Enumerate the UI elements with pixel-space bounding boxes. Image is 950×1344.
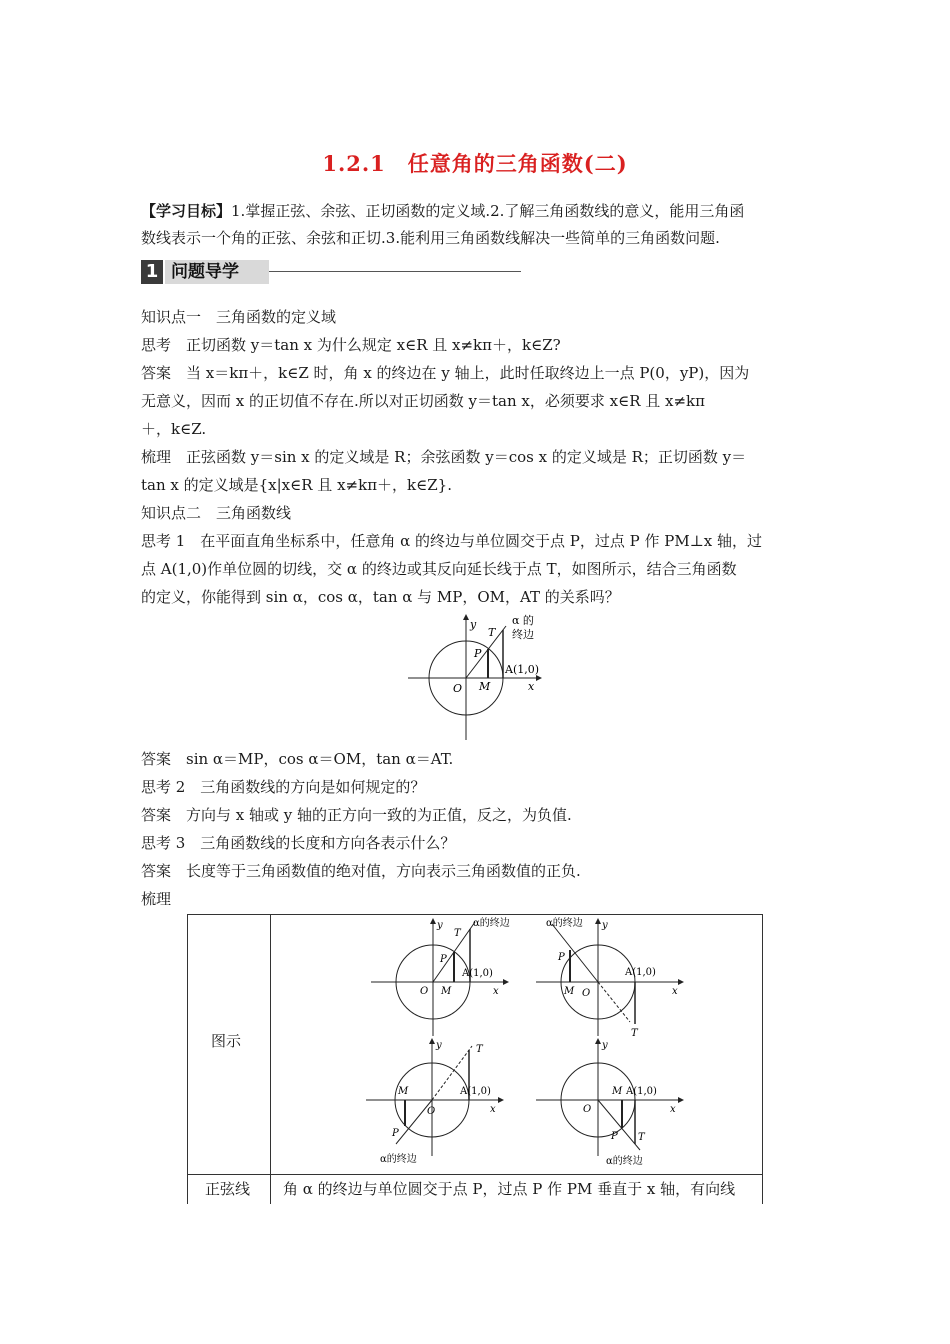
origin-label: O [582, 988, 591, 999]
objectives-line-2: 数线表示一个角的正弦、余弦和正切.3.能利用三角函数线解决一些简单的三角函数问题. [141, 229, 720, 247]
learning-objectives [141, 198, 811, 252]
y-label: y [602, 920, 608, 931]
table-border-mid [187, 1174, 763, 1175]
objectives-line-1: 1.掌握正弦、余弦、正切函数的定义域.2.了解三角函数线的意义，能用三角函 [231, 202, 745, 220]
m-label: M [441, 986, 452, 997]
x-label: x [490, 1104, 496, 1115]
y-label: y [437, 920, 443, 931]
answer2: 答案 方向与 x 轴或 y 轴的正方向一致的为正值，反之，为负值. [141, 806, 572, 824]
t-label: T [638, 1132, 645, 1143]
think2: 思考 2 三角函数线的方向是如何规定的？ [141, 778, 426, 796]
diagram-quadrant-4 [532, 1038, 692, 1168]
answer-relations: 答案 sin α＝MP，cos α＝OM，tan α＝AT. [141, 750, 454, 768]
section-header [141, 260, 521, 284]
origin-label: O [420, 986, 429, 997]
unit-circle-figure [400, 612, 550, 744]
t-label: T [454, 928, 461, 939]
p-label: P [440, 954, 447, 965]
answer-line-3: ＋，k∈Z. [141, 420, 207, 438]
think1-line-2: 点 A(1,0)作单位圆的切线，交 α 的终边或其反向延长线于点 T，如图所示，结合三角函数 [141, 560, 737, 578]
answer-line-2: 无意义，因而 x 的正切值不存在.所以对正切函数 y＝tan x，必须要求 x∈R 且 x≠kπ [141, 392, 706, 410]
alpha-label: α的终边 [380, 1154, 417, 1165]
x-label: x [670, 1104, 676, 1115]
a-label: A(1,0) [625, 967, 656, 978]
alpha-label: α的终边 [546, 918, 583, 929]
diagram-quadrant-1 [367, 914, 517, 1039]
a-label: A(1,0) [505, 663, 540, 676]
summary-table [187, 914, 763, 1204]
p-label: P [392, 1128, 399, 1139]
alpha-label: α的终边 [473, 918, 510, 929]
m-label: M [479, 680, 491, 693]
m-label: M [564, 986, 575, 997]
x-axis-arrow [678, 979, 684, 985]
m-label: M [398, 1086, 409, 1097]
objectives-label: 【学习目标】 [141, 202, 232, 220]
table-border-left [187, 914, 188, 1204]
answer-line-1: 答案 当 x＝kπ＋，k∈Z 时，角 x 的终边在 y 轴上，此时任取终边上一点 P(0，yP)，因为 [141, 364, 750, 382]
t-label: T [488, 626, 496, 639]
alpha-label: α的终边 [606, 1156, 643, 1167]
y-axis-arrow [595, 1038, 601, 1044]
y-axis-arrow [429, 1038, 435, 1044]
terminal-side-extension [598, 982, 630, 1022]
table-row-label-diagram: 图示 [211, 1032, 242, 1050]
page-title: 1.2.1 任意角的三角函数(二) [322, 151, 628, 176]
x-axis-arrow [678, 1097, 684, 1103]
diagram-quadrant-3 [362, 1038, 522, 1168]
terminal-side [598, 1100, 640, 1150]
a-label: A(1,0) [626, 1086, 657, 1097]
x-label: x [672, 986, 678, 997]
summary-line-1: 梳理 正弦函数 y＝sin x 的定义域是 R；余弦函数 y＝cos x 的定义域是 R；正切函数 y＝ [141, 448, 747, 466]
origin-label: O [427, 1106, 436, 1117]
y-label: y [602, 1040, 608, 1051]
y-axis-arrow [595, 918, 601, 924]
alpha-label-2: 终边 [512, 628, 534, 641]
alpha-label-1: α 的 [512, 614, 534, 627]
section-rule [269, 271, 521, 272]
p-label: P [558, 952, 565, 963]
t-label: T [476, 1044, 483, 1055]
think1-line-1: 思考 1 在平面直角坐标系中，任意角 α 的终边与单位圆交于点 P，过点 P 作 PM⊥x 轴，过 [141, 532, 763, 550]
diagram-quadrant-2 [532, 914, 692, 1039]
summary-line-2: tan x 的定义域是{x|x∈R 且 x≠kπ＋，k∈Z}. [141, 476, 452, 494]
p-label: P [474, 647, 482, 660]
table-sine-line-text: 角 α 的终边与单位圆交于点 P，过点 P 作 PM 垂直于 x 轴，有向线 [283, 1180, 736, 1198]
summary-label: 梳理 [141, 890, 172, 908]
origin-label: O [583, 1104, 592, 1115]
x-axis-arrow [503, 979, 509, 985]
think1-line-3: 的定义，你能得到 sin α，cos α，tan α 与 MP，OM，AT 的关系吗？ [141, 588, 620, 606]
y-axis-arrow [430, 918, 436, 924]
table-row-label-sine-line: 正弦线 [205, 1180, 251, 1198]
answer3: 答案 长度等于三角函数值的绝对值，方向表示三角函数值的正负. [141, 862, 581, 880]
table-border-divider [270, 914, 271, 1204]
x-label: x [493, 986, 499, 997]
think-question: 思考 正切函数 y＝tan x 为什么规定 x∈R 且 x≠kπ＋，k∈Z? [141, 336, 561, 354]
m-label: M [612, 1086, 623, 1097]
x-label: x [528, 680, 535, 693]
y-label: y [436, 1040, 442, 1051]
section-title: 问题导学 [171, 262, 239, 282]
section-number: 1 [141, 260, 163, 284]
think3: 思考 3 三角函数线的长度和方向各表示什么？ [141, 834, 456, 852]
terminal-side [466, 626, 506, 678]
table-border-right [762, 914, 763, 1204]
a-label: A(1,0) [460, 1086, 491, 1097]
origin-label: O [453, 682, 463, 695]
y-axis-arrow [463, 614, 469, 620]
knowledge-point-2: 知识点二 三角函数线 [141, 504, 292, 522]
a-label: A(1,0) [462, 968, 493, 979]
knowledge-point-1: 知识点一 三角函数的定义域 [141, 308, 337, 326]
p-label: P [611, 1131, 618, 1142]
t-label: T [631, 1028, 638, 1039]
x-axis-arrow [498, 1097, 504, 1103]
y-label: y [470, 618, 477, 631]
